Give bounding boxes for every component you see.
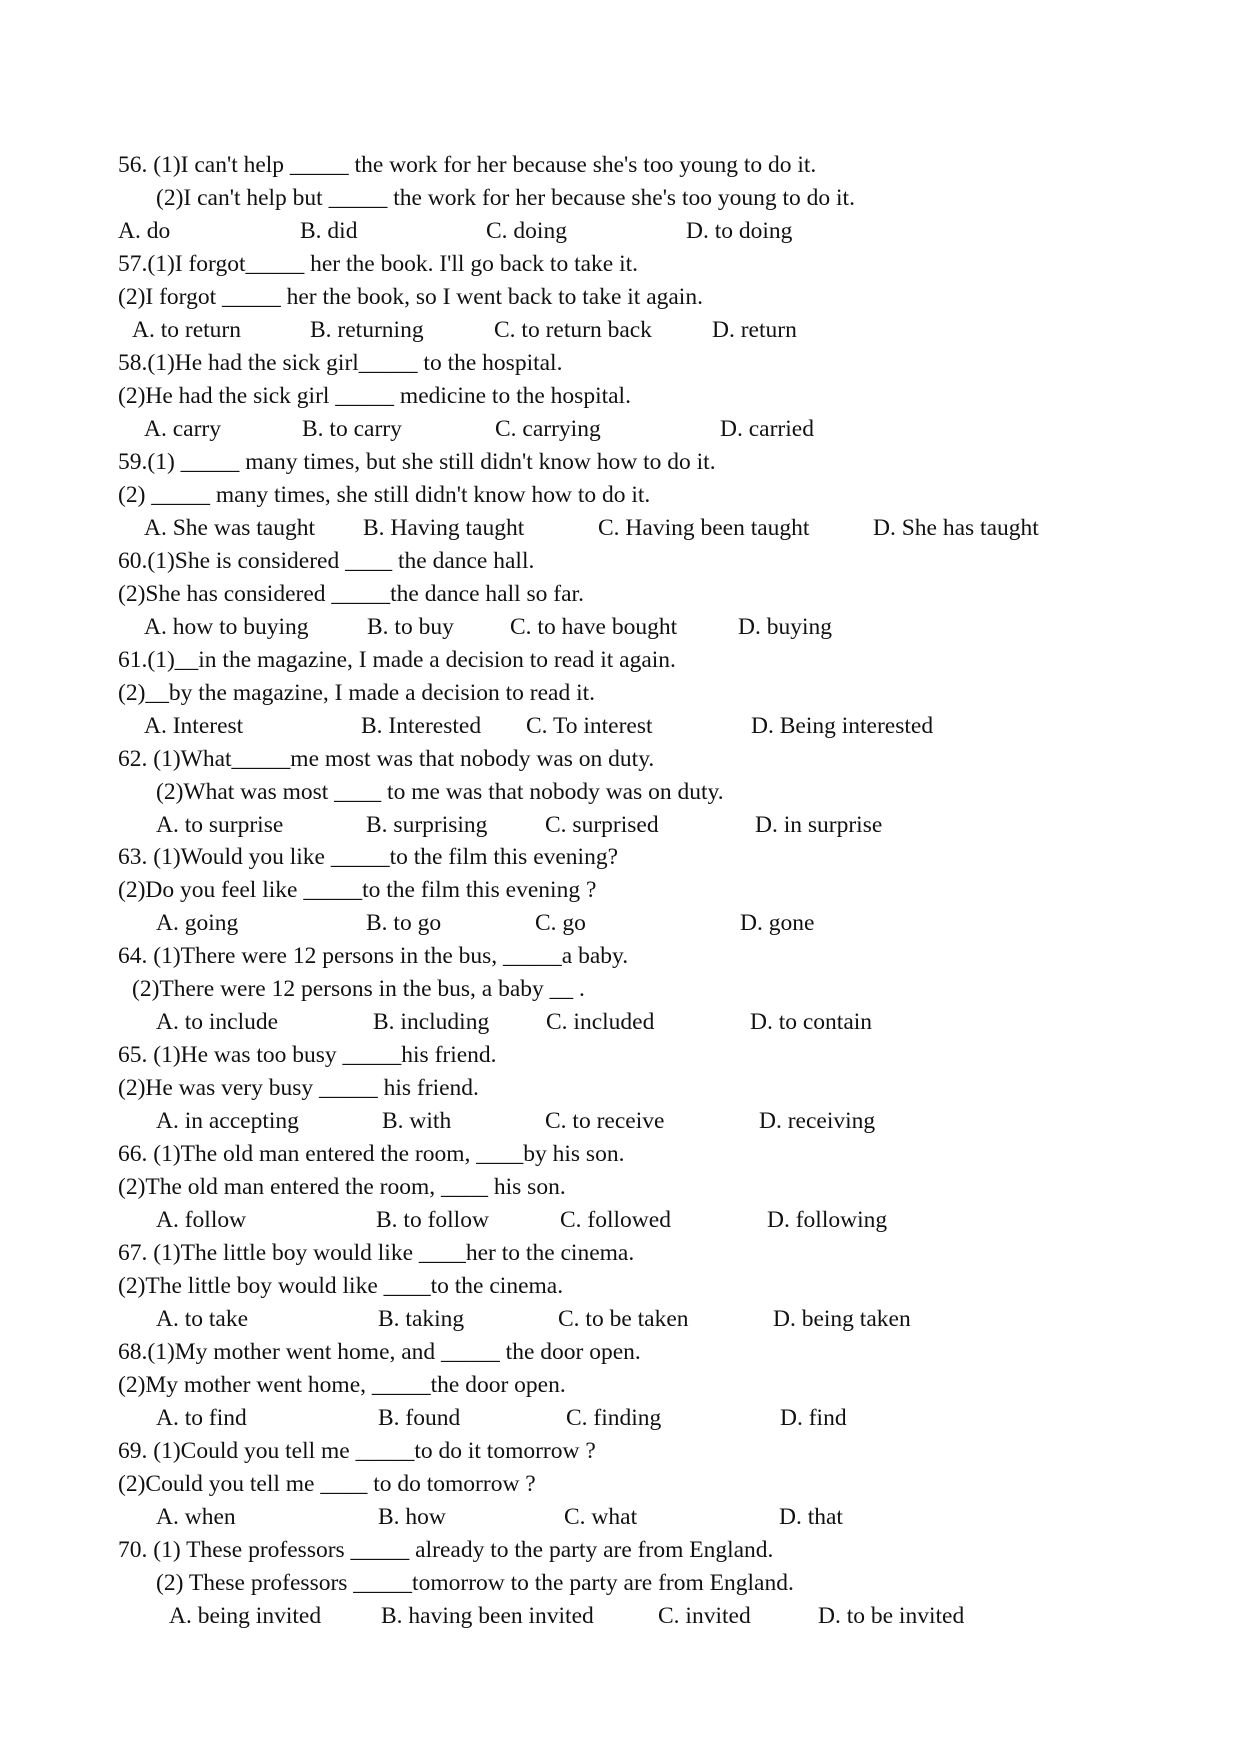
question-68-option-d: D. find	[780, 1405, 847, 1431]
question-67-stem-1: 67. (1)The little boy would like ____her to the cinema.	[118, 1240, 635, 1266]
question-57-option-b: B. returning	[310, 317, 424, 343]
question-63-option-d: D. gone	[740, 910, 815, 936]
question-62-option-c: C. surprised	[545, 812, 659, 838]
question-70-stem-1: 70. (1) These professors _____ already to the party are from England.	[118, 1537, 774, 1563]
question-70-option-d: D. to be invited	[818, 1603, 965, 1629]
question-69-option-d: D. that	[779, 1504, 843, 1530]
question-56-option-a: A. do	[118, 218, 171, 244]
question-62-option-d: D. in surprise	[755, 812, 883, 838]
question-65-option-b: B. with	[382, 1108, 452, 1134]
question-59-option-c: C. Having been taught	[598, 515, 810, 541]
question-68-stem-1: 68.(1)My mother went home, and _____ the door open.	[118, 1339, 641, 1365]
question-61-option-c: C. To interest	[526, 713, 653, 739]
question-64-option-a: A. to include	[156, 1009, 279, 1035]
question-65-stem-2: (2)He was very busy _____ his friend.	[118, 1075, 479, 1101]
question-61-stem-1: 61.(1)__in the magazine, I made a decision to read it again.	[118, 647, 676, 673]
question-60-option-b: B. to buy	[367, 614, 454, 640]
question-56-stem-1: 56. (1)I can't help _____ the work for her because she's too young to do it.	[118, 152, 817, 178]
question-62-stem-1: 62. (1)What_____me most was that nobody was on duty.	[118, 746, 655, 772]
question-64-stem-2: (2)There were 12 persons in the bus, a baby __ .	[132, 976, 585, 1002]
question-57-option-d: D. return	[712, 317, 797, 343]
question-56-stem-2: (2)I can't help but _____ the work for her because she's too young to do it.	[156, 185, 855, 211]
question-65-option-d: D. receiving	[759, 1108, 876, 1134]
question-65-stem-1: 65. (1)He was too busy _____his friend.	[118, 1042, 497, 1068]
question-66-option-d: D. following	[767, 1207, 888, 1233]
question-68-option-a: A. to find	[156, 1405, 247, 1431]
question-70-stem-2: (2) These professors _____tomorrow to the party are from England.	[156, 1570, 794, 1596]
question-56-option-d: D. to doing	[686, 218, 793, 244]
question-56-option-b: B. did	[300, 218, 358, 244]
question-63-option-b: B. to go	[366, 910, 442, 936]
question-63-option-c: C. go	[535, 910, 586, 936]
question-69-option-c: C. what	[564, 1504, 638, 1530]
question-67-option-d: D. being taken	[773, 1306, 911, 1332]
question-68-option-b: B. found	[378, 1405, 461, 1431]
question-61-option-b: B. Interested	[361, 713, 482, 739]
question-57-option-c: C. to return back	[494, 317, 652, 343]
question-64-stem-1: 64. (1)There were 12 persons in the bus, _____a baby.	[118, 943, 629, 969]
question-59-option-a: A. She was taught	[144, 515, 316, 541]
question-57-stem-2: (2)I forgot _____ her the book, so I went back to take it again.	[118, 284, 703, 310]
question-65-option-c: C. to receive	[545, 1108, 665, 1134]
question-62-option-a: A. to surprise	[156, 812, 284, 838]
question-70-option-c: C. invited	[658, 1603, 751, 1629]
question-57-option-a: A. to return	[132, 317, 241, 343]
question-61-option-a: A. Interest	[144, 713, 244, 739]
question-58-option-c: C. carrying	[495, 416, 601, 442]
question-66-stem-1: 66. (1)The old man entered the room, ____by his son.	[118, 1141, 625, 1167]
question-60-option-d: D. buying	[738, 614, 832, 640]
question-70-option-a: A. being invited	[169, 1603, 322, 1629]
question-62-stem-2: (2)What was most ____ to me was that nobody was on duty.	[156, 779, 724, 805]
question-68-stem-2: (2)My mother went home, _____the door open.	[118, 1372, 566, 1398]
question-60-stem-2: (2)She has considered _____the dance hall so far.	[118, 581, 584, 607]
question-65-option-a: A. in accepting	[156, 1108, 299, 1134]
question-58-option-b: B. to carry	[302, 416, 402, 442]
question-67-option-a: A. to take	[156, 1306, 249, 1332]
question-67-option-b: B. taking	[378, 1306, 465, 1332]
question-60-option-c: C. to have bought	[510, 614, 678, 640]
question-58-stem-1: 58.(1)He had the sick girl_____ to the hospital.	[118, 350, 563, 376]
question-63-option-a: A. going	[156, 910, 239, 936]
question-64-option-c: C. included	[546, 1009, 655, 1035]
question-58-option-a: A. carry	[144, 416, 221, 442]
question-69-option-b: B. how	[378, 1504, 446, 1530]
question-61-option-d: D. Being interested	[751, 713, 934, 739]
question-58-option-d: D. carried	[720, 416, 814, 442]
question-59-stem-2: (2) _____ many times, she still didn't know how to do it.	[118, 482, 651, 508]
question-67-stem-2: (2)The little boy would like ____to the cinema.	[118, 1273, 564, 1299]
question-63-stem-2: (2)Do you feel like _____to the film this evening ?	[118, 877, 597, 903]
question-59-option-d: D. She has taught	[873, 515, 1039, 541]
question-64-option-b: B. including	[373, 1009, 490, 1035]
question-60-option-a: A. how to buying	[144, 614, 309, 640]
question-63-stem-1: 63. (1)Would you like _____to the film this evening?	[118, 844, 619, 870]
question-69-stem-1: 69. (1)Could you tell me _____to do it tomorrow ?	[118, 1438, 596, 1464]
question-70-option-b: B. having been invited	[381, 1603, 594, 1629]
question-59-stem-1: 59.(1) _____ many times, but she still didn't know how to do it.	[118, 449, 716, 475]
question-69-option-a: A. when	[156, 1504, 236, 1530]
question-66-option-c: C. followed	[560, 1207, 671, 1233]
question-64-option-d: D. to contain	[750, 1009, 873, 1035]
question-66-option-b: B. to follow	[376, 1207, 489, 1233]
question-61-stem-2: (2)__by the magazine, I made a decision to read it.	[118, 680, 595, 706]
question-57-stem-1: 57.(1)I forgot_____ her the book. I'll go back to take it.	[118, 251, 639, 277]
question-69-stem-2: (2)Could you tell me ____ to do tomorrow ?	[118, 1471, 536, 1497]
question-68-option-c: C. finding	[566, 1405, 662, 1431]
question-59-option-b: B. Having taught	[363, 515, 525, 541]
question-58-stem-2: (2)He had the sick girl _____ medicine to the hospital.	[118, 383, 631, 409]
question-56-option-c: C. doing	[486, 218, 567, 244]
question-66-option-a: A. follow	[156, 1207, 247, 1233]
question-67-option-c: C. to be taken	[558, 1306, 689, 1332]
question-62-option-b: B. surprising	[366, 812, 488, 838]
question-66-stem-2: (2)The old man entered the room, ____ his son.	[118, 1174, 566, 1200]
question-60-stem-1: 60.(1)She is considered ____ the dance hall.	[118, 548, 535, 574]
